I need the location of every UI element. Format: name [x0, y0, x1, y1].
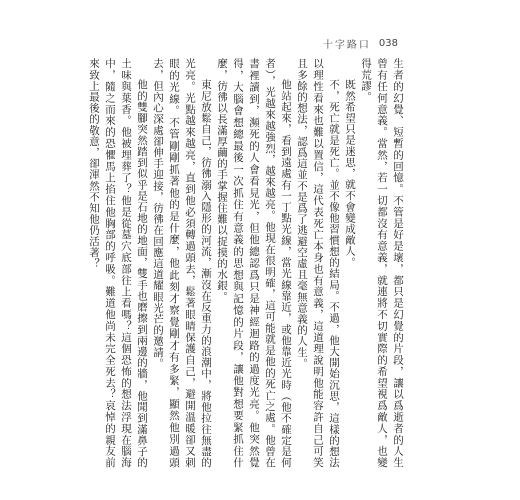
paragraph: 他站起來，看到遠處有一丁點光線，當光線靠近，或他靠近光時（他不確定是何者），光越來越強烈，越來越亮。他現在很明確，這可能就是他的死亡之處。他曾在書裡讀到，瀕死的人會看見光，但他總認爲只是神經迴路的過度光亮。他突然覺得，大腦會想總最後一次抓住有意義的思想與記憶的片段，讓他對想要緊抓住什麼，彷彿以長滿厚繭的手掌握住難以捉摸的水銀。	[216, 58, 292, 468]
book-title: 十字路口	[322, 40, 371, 51]
paragraph: 既然希望只是迷思，就不會變成敵人。	[344, 79, 356, 268]
paragraph: 不，死亡就是死亡。並不像他習慣想的結局。不過，他大開始沉思，這樣的想法以理性看來也難以置信，這代表死亡本身也有意義，這道理說明他能容許自己可笑且多餘的想法，認爲這並不是爲了逃避空虛且毫無意義的人生。	[296, 58, 340, 468]
paragraph: 生者的幻覺、短暫的回憶。不管是好是壞，都只是幻覺的片段，讓以爲逝者的人生曾有任何意義。當然，若一切都沒有意義，就連將不切實際的希望視爲敵人，也變得荒謬。	[360, 58, 404, 468]
running-header	[323, 36, 398, 51]
paragraph: 他的雙腳突然踏到似乎是石地的地面，雙手也磨擦到兩邊的牆，他聞到滿鼻子的土味與葉香。他被埋葬了？他是從墓穴底部往上看嗎？這個恐怖的想法浮現在腦海中，隨之而來的恐懼馬上掐住他胸部的呼吸。難道他尚未完全死去？哀悼的親友前來致上最後的敬意，卻渾然不知他仍活著？	[88, 58, 148, 468]
paragraph: 東尼放鬆自己，彷彿溺入隱形的河流，漸沒在反重力的浪潮中，將他拉往無盡的光亮。光點越來越亮，直到他必須轉過頭去，鬆著眼睛保護自己，避開溫暖卻又刺眼的光線。不管剛剛抓著他的是什麼，他此刻才察覺剛才有多緊，顯然他別過頭去，但內心深處卻伸手迎接，彷彿在回應這道耀眼光芒的邀請。	[152, 58, 212, 468]
vertical-text-body	[88, 58, 406, 468]
page-number: 038	[378, 38, 398, 49]
